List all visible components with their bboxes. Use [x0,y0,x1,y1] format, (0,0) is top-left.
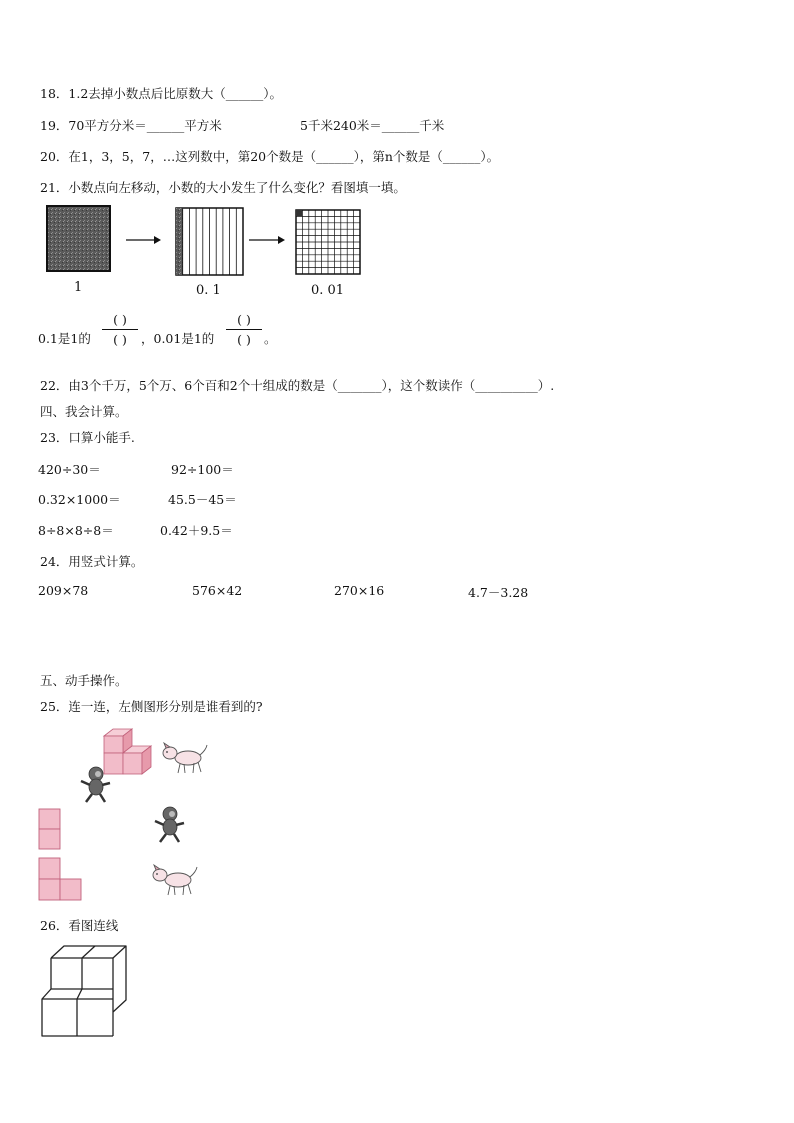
denominator-blank: ( ) [237,332,251,347]
monkey-icon [76,765,116,805]
vertical-calc-item: 270×16 [334,583,385,598]
calc-item: 8÷8×8÷8＝ [38,523,114,538]
dog-icon [160,740,210,776]
calc-item: 45.5－45＝ [168,492,237,507]
denominator-blank: ( ) [113,332,127,347]
question-18: 18．1.2去掉小数点后比原数大（______）。 [40,86,283,101]
question-25: 25．连一连，左侧图形分别是谁看到的? [40,699,263,714]
question-19-part1: 19．70平方分米＝______平方米 [40,118,222,133]
calc-item: 0.32×1000＝ [38,492,121,507]
vertical-calc-item: 209×78 [38,583,89,598]
fraction-blank-2[interactable] [226,312,262,352]
label-one: 1 [74,280,83,295]
question-20: 20．在1，3，5，7，…这列数中，第20个数是（______），第n个数是（______）。 [40,149,500,164]
view-option-2[interactable] [38,857,82,901]
dog-option-icon[interactable] [150,862,200,898]
monkey-option-icon[interactable] [150,805,190,845]
question-24-title: 24．用竖式计算。 [40,554,144,569]
vertical-calc-item: 4.7－3.28 [468,585,529,600]
numerator-blank: ( ) [237,312,251,327]
q21-answer-end: 。 [264,331,277,346]
numerator-blank: ( ) [113,312,127,327]
whole-square [47,206,110,271]
section-4-heading: 四、我会计算。 [40,404,128,419]
q21-answer-prefix: 0.1是1的 [38,331,91,346]
calc-item: 92÷100＝ [171,462,234,477]
vertical-calc-item: 576×42 [192,583,243,598]
fraction-blank-1[interactable] [102,312,138,352]
question-21: 21．小数点向左移动，小数的大小发生了什么变化？看图填一填。 [40,180,406,195]
tenths-square [176,208,243,275]
label-hundredth: 0. 01 [311,283,345,298]
question-22: 22．由3个千万，5个万、6个百和2个十组成的数是（_______），这个数读作（__________）. [40,378,555,393]
question-23-title: 23．口算小能手. [40,430,135,445]
question-19-part2: 5千米240米＝______千米 [300,118,445,133]
label-tenth: 0. 1 [196,283,221,298]
calc-item: 420÷30＝ [38,462,101,477]
cube-outline-figure [40,944,132,1040]
question-26: 26．看图连线 [40,918,119,933]
calc-item: 0.42＋9.5＝ [160,523,233,538]
section-5-heading: 五、动手操作。 [40,673,128,688]
q21-answer-mid: ，0.01是1的 [141,331,215,346]
hundredths-square [296,210,360,274]
view-option-1[interactable] [38,808,62,850]
